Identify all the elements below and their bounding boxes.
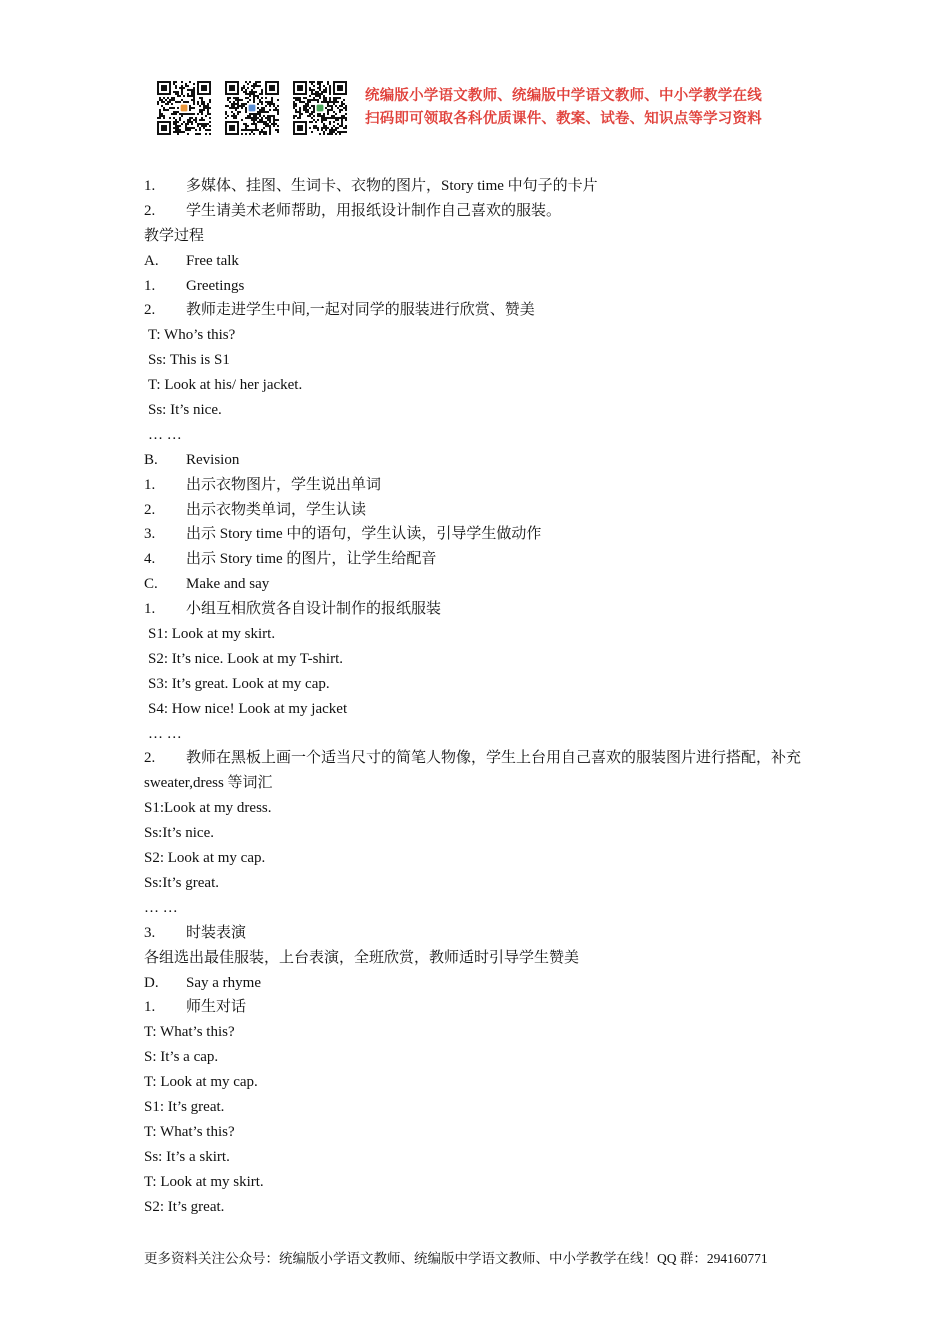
line-text: Ss: It’s a skirt. bbox=[144, 1148, 230, 1165]
line-text: 出示 Story time 的图片，让学生给配音 bbox=[186, 551, 437, 568]
text-line bbox=[144, 323, 814, 348]
list-marker: 1. bbox=[144, 999, 156, 1016]
promo-banner bbox=[365, 85, 762, 131]
list-marker: C. bbox=[144, 576, 158, 593]
text-line bbox=[144, 597, 814, 622]
text-line bbox=[144, 672, 814, 697]
text-line bbox=[144, 971, 814, 996]
text-line bbox=[144, 522, 814, 547]
line-text: … … bbox=[144, 899, 178, 916]
text-line bbox=[144, 298, 814, 323]
text-line bbox=[144, 174, 814, 199]
list-marker: 3. bbox=[144, 526, 156, 543]
text-line bbox=[144, 448, 814, 473]
line-text: … … bbox=[148, 725, 182, 742]
list-marker: 1. bbox=[144, 601, 156, 618]
line-text: T: Look at my cap. bbox=[144, 1074, 258, 1091]
line-text: S3: It’s great. Look at my cap. bbox=[148, 675, 330, 692]
line-text: T: Look at his/ her jacket. bbox=[148, 377, 303, 394]
qr-code-icon bbox=[293, 81, 347, 135]
line-text: S2: Look at my cap. bbox=[144, 850, 266, 867]
qr-code-icon bbox=[225, 81, 279, 135]
text-line bbox=[144, 946, 814, 971]
line-text: Make and say bbox=[186, 576, 270, 593]
text-line bbox=[144, 622, 814, 647]
line-text: 教学过程 bbox=[144, 227, 205, 244]
line-text: Free talk bbox=[186, 252, 239, 269]
text-line bbox=[144, 746, 814, 796]
line-text: 教师在黑板上画一个适当尺寸的简笔人物像，学生上台用自己喜欢的服装图片进行搭配，补充 sweater,dress 等词汇 bbox=[144, 750, 802, 792]
text-line bbox=[144, 423, 814, 448]
line-text: 小组互相欣赏各自设计制作的报纸服装 bbox=[186, 601, 442, 618]
line-text: Say a rhyme bbox=[186, 974, 261, 991]
line-text: 出示衣物图片，学生说出单词 bbox=[186, 476, 382, 493]
list-marker: B. bbox=[144, 451, 158, 468]
line-text: S: It’s a cap. bbox=[144, 1049, 219, 1066]
list-marker: A. bbox=[144, 252, 159, 269]
banner-line-2: 扫码即可领取各科优质课件、教案、试卷、知识点等学习资料 bbox=[365, 111, 762, 127]
text-line bbox=[144, 647, 814, 672]
line-text: 时装表演 bbox=[186, 924, 247, 941]
text-line bbox=[144, 722, 814, 747]
line-text: 师生对话 bbox=[186, 999, 247, 1016]
text-line bbox=[144, 1070, 814, 1095]
line-text: Ss:It’s nice. bbox=[144, 825, 214, 842]
line-text: S2: It’s nice. Look at my T-shirt. bbox=[148, 650, 343, 667]
text-line bbox=[144, 249, 814, 274]
text-line bbox=[144, 1095, 814, 1120]
page-header bbox=[157, 80, 762, 136]
line-text: 出示 Story time 中的语句，学生认读，引导学生做动作 bbox=[186, 526, 542, 543]
line-text: Ss:It’s great. bbox=[144, 874, 219, 891]
list-marker: 4. bbox=[144, 551, 156, 568]
text-line bbox=[144, 921, 814, 946]
line-text: T: What’s this? bbox=[144, 1024, 235, 1041]
list-marker: 2. bbox=[144, 501, 156, 518]
list-marker: D. bbox=[144, 974, 159, 991]
text-line bbox=[144, 896, 814, 921]
text-line bbox=[144, 846, 814, 871]
line-text: Ss: It’s nice. bbox=[148, 402, 222, 419]
text-line bbox=[144, 1120, 814, 1145]
line-text: S1: It’s great. bbox=[144, 1098, 225, 1115]
text-line bbox=[144, 697, 814, 722]
line-text: S4: How nice! Look at my jacket bbox=[148, 700, 348, 717]
line-text: T: Who’s this? bbox=[148, 327, 236, 344]
line-text: … … bbox=[148, 426, 182, 443]
line-text: 出示衣物类单词，学生认读 bbox=[186, 501, 367, 518]
line-text: 教师走进学生中间,一起对同学的服装进行欣赏、赞美 bbox=[186, 302, 535, 319]
text-line bbox=[144, 1045, 814, 1070]
line-text: 学生请美术老师帮助，用报纸设计制作自己喜欢的服装。 bbox=[186, 202, 562, 219]
text-line bbox=[144, 547, 814, 572]
text-line bbox=[144, 796, 814, 821]
text-line bbox=[144, 398, 814, 423]
list-marker: 2. bbox=[144, 202, 156, 219]
text-line bbox=[144, 473, 814, 498]
line-text: 多媒体、挂图、生词卡、衣物的图片，Story time 中句子的卡片 bbox=[186, 178, 598, 194]
text-line bbox=[144, 274, 814, 299]
line-text: Revision bbox=[186, 451, 240, 468]
line-text: S1:Look at my dress. bbox=[144, 800, 272, 817]
text-line bbox=[144, 572, 814, 597]
text-line bbox=[144, 1195, 814, 1220]
list-marker: 1. bbox=[144, 277, 156, 294]
text-line bbox=[144, 373, 814, 398]
text-line bbox=[144, 199, 814, 224]
list-marker: 2. bbox=[144, 302, 156, 319]
text-line bbox=[144, 498, 814, 523]
qr-code-icon bbox=[157, 81, 211, 135]
text-line bbox=[144, 224, 814, 249]
line-text: S2: It’s great. bbox=[144, 1198, 225, 1215]
list-marker: 2. bbox=[144, 750, 156, 767]
list-marker: 3. bbox=[144, 924, 156, 941]
text-line bbox=[144, 348, 814, 373]
text-line bbox=[144, 821, 814, 846]
line-text: T: What’s this? bbox=[144, 1123, 235, 1140]
banner-line-1: 统编版小学语文教师、统编版中学语文教师、中小学教学在线 bbox=[365, 88, 762, 104]
line-text: S1: Look at my skirt. bbox=[148, 626, 276, 643]
line-text: T: Look at my skirt. bbox=[144, 1173, 264, 1190]
text-line bbox=[144, 1020, 814, 1045]
list-marker: 1. bbox=[144, 178, 156, 194]
line-text: Greetings bbox=[186, 277, 245, 294]
text-line bbox=[144, 871, 814, 896]
text-line bbox=[144, 1145, 814, 1170]
line-text: 各组选出最佳服装，上台表演，全班欣赏，教师适时引导学生赞美 bbox=[144, 949, 580, 966]
text-line bbox=[144, 995, 814, 1020]
lesson-content bbox=[144, 174, 814, 1219]
list-marker: 1. bbox=[144, 476, 156, 493]
text-line bbox=[144, 1170, 814, 1195]
page-footer: 更多资料关注公众号：统编版小学语文教师、统编版中学语文教师、中小学教学在线！QQ 群：294160771 bbox=[144, 1251, 768, 1266]
line-text: Ss: This is S1 bbox=[148, 352, 230, 369]
